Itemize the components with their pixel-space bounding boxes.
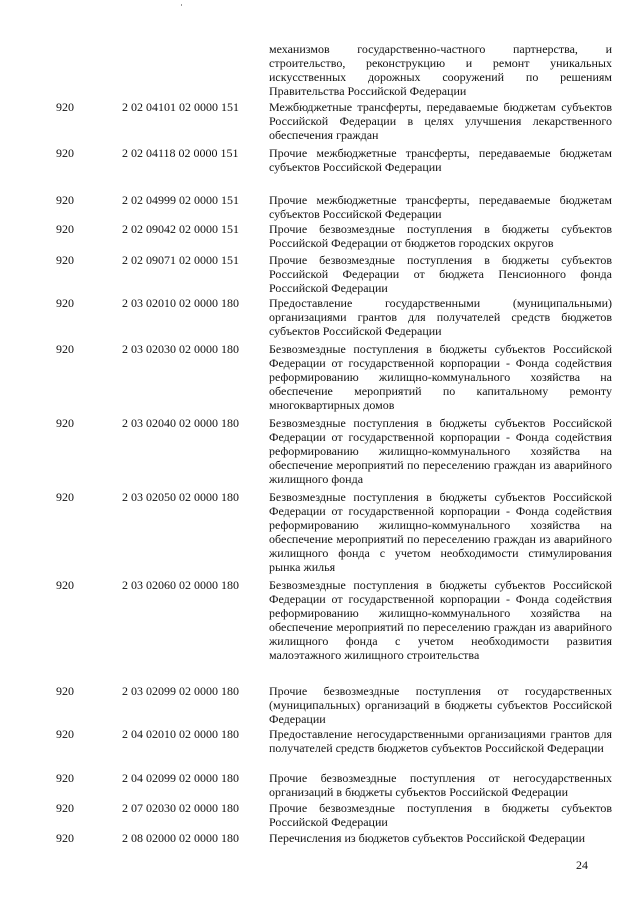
row-budget-code: 2 02 04118 02 0000 151 [122, 146, 239, 160]
row-admin-code: 920 [56, 578, 74, 592]
row-admin-code: 920 [56, 771, 74, 785]
row-budget-code: 2 03 02010 02 0000 180 [122, 296, 239, 310]
row-description: Прочие безвозмездные поступления в бюджеты субъектов Российской Федерации [269, 801, 612, 829]
row-budget-code: 2 02 04999 02 0000 151 [122, 193, 239, 207]
row-description: Прочие безвозмездные поступления от негосударственных организаций в бюджеты субъектов Российской Федерации [269, 771, 612, 799]
row-admin-code: 920 [56, 727, 74, 741]
row-description: Межбюджетные трансферты, передаваемые бюджетам субъектов Российской Федерации в целях улучшения лекарственного обеспечения граждан [269, 100, 612, 142]
row-admin-code: 920 [56, 146, 74, 160]
row-admin-code: 920 [56, 222, 74, 236]
row-description: Безвозмездные поступления в бюджеты субъектов Российской Федерации от государственной корпорации - Фонда содействия реформированию жилищно-коммунального хозяйства на обеспечение мероприятий по переселению граждан из аварийного жилищного фонда [269, 416, 612, 486]
row-budget-code: 2 03 02099 02 0000 180 [122, 684, 239, 698]
row-budget-code: 2 02 09071 02 0000 151 [122, 253, 239, 267]
row-budget-code: 2 08 02000 02 0000 180 [122, 831, 239, 845]
row-admin-code: 920 [56, 490, 74, 504]
row-description: Перечисления из бюджетов субъектов Российской Федерации [269, 831, 586, 845]
row-admin-code: 920 [56, 416, 74, 430]
row-budget-code: 2 03 02040 02 0000 180 [122, 416, 239, 430]
row-admin-code: 920 [56, 342, 74, 356]
scan-mark [181, 4, 182, 6]
row-admin-code: 920 [56, 296, 74, 310]
row-description: Прочие безвозмездные поступления от государственных (муниципальных) организаций в бюджеты субъектов Российской Федерации [269, 684, 612, 726]
row-budget-code: 2 03 02030 02 0000 180 [122, 342, 239, 356]
row-admin-code: 920 [56, 831, 74, 845]
row-admin-code: 920 [56, 193, 74, 207]
row-description: Прочие межбюджетные трансферты, передаваемые бюджетам субъектов Российской Федерации [269, 146, 612, 174]
row-admin-code: 920 [56, 801, 74, 815]
page-number: 24 [576, 858, 588, 872]
row-budget-code: 2 02 04101 02 0000 151 [122, 100, 239, 114]
row-admin-code: 920 [56, 253, 74, 267]
row-description: Безвозмездные поступления в бюджеты субъектов Российской Федерации от государственной корпорации - Фонда содействия реформированию жилищно-коммунального хозяйства на обеспечение мероприятий по переселению граждан из аварийного жилищного фонда с учетом необходимости развития малоэтажного жилищного строительства [269, 578, 612, 662]
row-budget-code: 2 02 09042 02 0000 151 [122, 222, 239, 236]
row-description: Безвозмездные поступления в бюджеты субъектов Российской Федерации от государственной корпорации - Фонда содействия реформированию жилищно-коммунального хозяйства на обеспечение мероприятий по переселению граждан из аварийного жилищного фонда с учетом необходимости стимулирования рынка жилья [269, 490, 612, 574]
row-budget-code: 2 04 02010 02 0000 180 [122, 727, 239, 741]
row-description: Прочие безвозмездные поступления в бюджеты субъектов Российской Федерации от бюджета Пенсионного фонда Российской Федерации [269, 253, 612, 295]
row-description: Прочие межбюджетные трансферты, передаваемые бюджетам субъектов Российской Федерации [269, 193, 612, 221]
row-budget-code: 2 03 02050 02 0000 180 [122, 490, 239, 504]
row-description: Безвозмездные поступления в бюджеты субъектов Российской Федерации от государственной корпорации - Фонда содействия реформированию жилищно-коммунального хозяйства на обеспечение мероприятий по капитальному ремонту многоквартирных домов [269, 342, 612, 412]
row-budget-code: 2 03 02060 02 0000 180 [122, 578, 239, 592]
row-description: Прочие безвозмездные поступления в бюджеты субъектов Российской Федерации от бюджетов городских округов [269, 222, 612, 250]
row-budget-code: 2 04 02099 02 0000 180 [122, 771, 239, 785]
row-admin-code: 920 [56, 100, 74, 114]
row-description: механизмов государственно-частного партнерства, и строительство, реконструкцию и ремонт уникальных искусственных дорожных сооружений по решениям Правительства Российской Федерации [269, 42, 612, 98]
row-budget-code: 2 07 02030 02 0000 180 [122, 801, 239, 815]
row-description: Предоставление негосударственными организациями грантов для получателей средств бюджетов субъектов Российской Федерации [269, 727, 612, 755]
row-admin-code: 920 [56, 684, 74, 698]
row-description: Предоставление государственными (муниципальными) организациями грантов для получателей средств бюджетов субъектов Российской Федерации [269, 296, 612, 338]
